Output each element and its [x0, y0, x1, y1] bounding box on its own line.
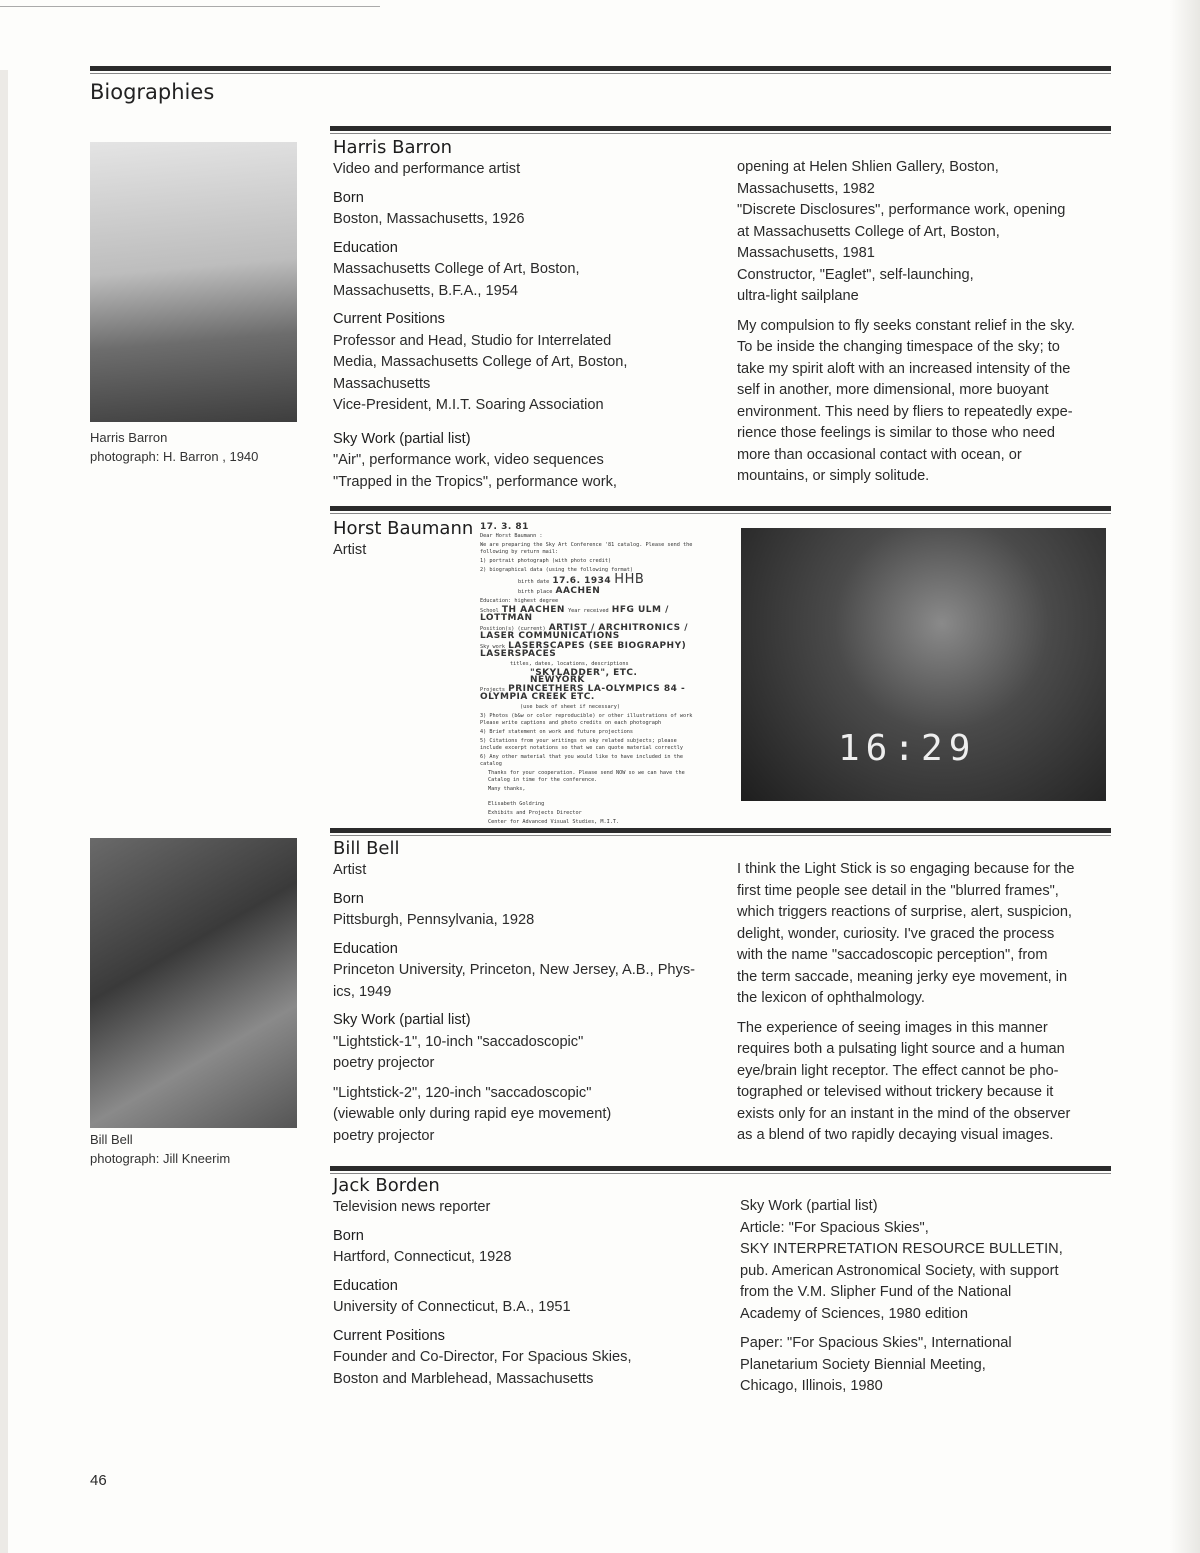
position-line: Media, Massachusetts College of Art, Boston, — [333, 354, 628, 370]
form-label: Education: highest degree — [480, 598, 559, 604]
artist-role: Television news reporter — [333, 1199, 491, 1215]
artist-name: Bill Bell — [333, 838, 400, 859]
form-birth-place: AACHEN — [555, 586, 601, 596]
section-rule — [330, 1166, 1111, 1171]
artist-role: Artist — [333, 542, 367, 558]
label-positions: Current Positions — [333, 311, 445, 327]
statement-line: requires both a pulsating light source and a human — [737, 1041, 1065, 1057]
skywork-line: Constructor, "Eaglet", self-launching, — [737, 266, 974, 283]
skywork-line: Chicago, Illinois, 1980 — [740, 1378, 883, 1394]
skywork-line: Paper: "For Spacious Skies", International — [740, 1335, 1012, 1351]
statement-line: To be inside the changing timespace of the sky; to — [737, 339, 1060, 355]
artist-name: Jack Borden — [333, 1175, 440, 1196]
form-line: 1) portrait photograph (with photo credit) — [480, 558, 612, 564]
statement-line: exists only for an instant in the mind of the observer — [737, 1105, 1071, 1122]
bio-bill-bell-statement — [737, 859, 1117, 1147]
questionnaire-form-image — [480, 522, 695, 825]
statement-line: tographed or televised without trickery because it — [737, 1084, 1054, 1100]
form-label: Year received — [568, 608, 609, 614]
form-dear: Dear Horst Baumann : — [480, 533, 543, 539]
skywork-line: from the V.M. Slipher Fund of the National — [740, 1284, 1012, 1300]
bio-horst-baumann — [333, 518, 473, 562]
education-line: ics, 1949 — [333, 983, 392, 1000]
label-education: Education — [333, 239, 398, 256]
portrait-photo-bill-bell — [90, 838, 297, 1128]
form-label: birth date — [518, 579, 550, 585]
form-year: HFG ULM / LOTTMAN — [480, 605, 669, 623]
skywork-line: Article: "For Spacious Skies", — [740, 1219, 929, 1236]
form-label: Projects — [480, 687, 505, 693]
bio-harris-barron — [333, 137, 713, 493]
skywork-line: "Trapped in the Tropics", performance work, — [333, 473, 617, 490]
statement-line: which triggers reactions of surprise, alert, suspicion, — [737, 904, 1072, 920]
born-value: Boston, Massachusetts, 1926 — [333, 211, 525, 227]
statement-line: as a blend of two rapidly decaying visual images. — [737, 1127, 1054, 1143]
skywork-line: (viewable only during rapid eye movement) — [333, 1106, 612, 1122]
page-number: 46 — [90, 1472, 107, 1489]
born-value: Pittsburgh, Pennsylvania, 1928 — [333, 912, 535, 928]
position-line: Massachusetts — [333, 375, 431, 392]
page-title: Biographies — [90, 80, 215, 104]
skywork-line: SKY INTERPRETATION RESOURCE BULLETIN, — [740, 1241, 1063, 1257]
statement-line: self in another, more dimensional, more buoyant — [737, 382, 1049, 398]
divider — [0, 6, 380, 7]
skywork-line: "Air", performance work, video sequences — [333, 452, 604, 468]
artist-name: Harris Barron — [333, 137, 453, 158]
statement-line: first time people see detail in the "blurred frames", — [737, 882, 1059, 899]
education-line: University of Connecticut, B.A., 1951 — [333, 1299, 571, 1315]
bio-bill-bell — [333, 838, 713, 1147]
label-education: Education — [333, 1277, 398, 1294]
form-signature: Elisabeth Goldring — [488, 801, 545, 807]
form-thanks: Thanks for your cooperation. Please send NOW so we can have the Catalog in time for the conference. — [488, 770, 685, 783]
position-line: Boston and Marblehead, Massachusetts — [333, 1370, 594, 1387]
label-education: Education — [333, 940, 398, 957]
form-positions: ARTIST / ARCHITRONICS / LASER COMMUNICATIONS — [480, 623, 689, 641]
statement-line: The experience of seeing images in this manner — [737, 1019, 1048, 1036]
artist-role: Artist — [333, 862, 367, 878]
section-rule — [330, 126, 1111, 131]
skywork-line: poetry projector — [333, 1055, 435, 1071]
label-born: Born — [333, 189, 364, 206]
form-item: 4) Brief statement on work and future projections — [480, 729, 634, 735]
education-line: Princeton University, Princeton, New Jersey, A.B., Phys- — [333, 962, 695, 978]
skywork-line: Academy of Sciences, 1980 edition — [740, 1305, 968, 1322]
bio-harris-barron-cont — [737, 157, 1112, 488]
skywork-line: Massachusetts, 1981 — [737, 245, 875, 261]
artist-role: Video and performance artist — [333, 161, 521, 177]
position-line: Founder and Co-Director, For Spacious Skies, — [333, 1349, 632, 1365]
label-skywork: Sky Work (partial list) — [333, 430, 471, 447]
statement-line: take my spirit aloft with an increased intensity of the — [737, 360, 1071, 377]
form-label: Sky work — [480, 644, 505, 650]
statement-line: eye/brain light receptor. The effect cannot be pho- — [737, 1062, 1059, 1079]
section-rule — [330, 506, 1111, 511]
form-hint: titles, dates, locations, descriptions — [510, 661, 629, 667]
form-school: TH AACHEN — [501, 605, 565, 615]
position-line: Professor and Head, Studio for Interrelated — [333, 332, 612, 349]
skywork-line: poetry projector — [333, 1127, 435, 1144]
skywork-line: "Lightstick-1", 10-inch "saccadoscopic" — [333, 1033, 584, 1050]
skywork-line: at Massachusetts College of Art, Boston, — [737, 223, 1000, 240]
form-hint: (use back of sheet if necessary) — [520, 704, 620, 710]
statement-line: more than occasional contact with ocean, or — [737, 446, 1022, 463]
statement-line: rience those feelings is similar to those who need — [737, 425, 1055, 441]
statement-line: I think the Light Stick is so engaging because for the — [737, 861, 1075, 877]
bio-jack-borden-skywork — [740, 1196, 1120, 1398]
led-clock-display: 16:29 — [838, 728, 977, 769]
scan-edge-right — [1170, 0, 1200, 1553]
label-positions: Current Positions — [333, 1327, 445, 1344]
form-item: 3) Photos (b&w or color reproducible) or other illustrations of work Please write captions and photo credits on each photograph — [480, 713, 693, 726]
education-line: Massachusetts College of Art, Boston, — [333, 261, 580, 277]
section-rule — [330, 828, 1111, 833]
label-skywork: Sky Work (partial list) — [740, 1198, 878, 1214]
statement-line: with the name "saccadoscopic perception", from — [737, 947, 1048, 963]
form-birth-date: 17.6. 1934 — [552, 576, 612, 586]
skywork-line: opening at Helen Shlien Gallery, Boston, — [737, 159, 999, 175]
statement-line: environment. This need by fliers to repeatedly expe- — [737, 403, 1073, 420]
label-born: Born — [333, 1227, 364, 1244]
skywork-line: Massachusetts, 1982 — [737, 180, 875, 197]
form-label: birth place — [518, 589, 553, 595]
form-signature: Center for Advanced Visual Studies, M.I.T. — [488, 819, 620, 825]
form-closing: Many thanks, — [488, 786, 526, 792]
form-label: Position(s) (current) — [480, 626, 546, 632]
form-line: We are preparing the Sky Art Conference '81 catalog. Please send the following by return mail: — [480, 542, 693, 555]
form-line: 2) biographical data (using the following format) — [480, 567, 634, 573]
form-projects: PRINCETHERS LA-OLYMPICS 84 - OLYMPIA CREEK ETC. — [480, 684, 686, 702]
portrait-photo-harris-barron — [90, 142, 297, 422]
statement-line: delight, wonder, curiosity. I've graced the process — [737, 925, 1055, 942]
statement-line: the term saccade, meaning jerky eye movement, in — [737, 968, 1068, 985]
born-value: Hartford, Connecticut, 1928 — [333, 1249, 512, 1265]
position-line: Vice-President, M.I.T. Soaring Association — [333, 397, 604, 413]
statement-line: My compulsion to fly seeks constant relief in the sky. — [737, 317, 1075, 334]
header-rule — [90, 66, 1111, 71]
form-item: 6) Any other material that you would like to have included in the catalog — [480, 754, 684, 767]
form-label: School — [480, 608, 499, 614]
scan-edge — [0, 70, 8, 1553]
photo-caption — [90, 1130, 230, 1168]
label-born: Born — [333, 890, 364, 907]
label-skywork: Sky Work (partial list) — [333, 1012, 471, 1028]
caption-line: Harris Barron — [90, 430, 168, 445]
form-item: 5) Citations from your writings on sky related subjects; please include excerpt notations so that we can quote material correctly — [480, 738, 684, 751]
education-line: Massachusetts, B.F.A., 1954 — [333, 282, 518, 299]
form-skywork2: "SKYLADDER", ETC. NEWYORK — [530, 668, 638, 685]
caption-line: Bill Bell — [90, 1132, 133, 1147]
artist-name: Horst Baumann — [333, 518, 474, 539]
caption-line: photograph: Jill Kneerim — [90, 1151, 231, 1166]
form-skywork: LASERSCAPES (SEE BIOGRAPHY) LASERSPACES — [480, 641, 687, 659]
photo-caption — [90, 428, 258, 466]
skywork-line: "Discrete Disclosures", performance work, opening — [737, 202, 1066, 218]
caption-line: photograph: H. Barron , 1940 — [90, 449, 259, 464]
bio-jack-borden — [333, 1175, 713, 1390]
skywork-line: ultra-light sailplane — [737, 288, 859, 304]
statement-line: the lexicon of ophthalmology. — [737, 990, 925, 1006]
form-signature: Exhibits and Projects Director — [488, 810, 582, 816]
skywork-line: Planetarium Society Biennial Meeting, — [740, 1356, 986, 1373]
form-initials-stamp: HHB — [614, 572, 645, 587]
statement-line: mountains, or simply solitude. — [737, 468, 930, 484]
skywork-line: "Lightstick-2", 120-inch "saccadoscopic" — [333, 1084, 592, 1101]
skywork-line: pub. American Astronomical Society, with support — [740, 1262, 1059, 1279]
form-date: 17. 3. 81 — [480, 522, 529, 532]
